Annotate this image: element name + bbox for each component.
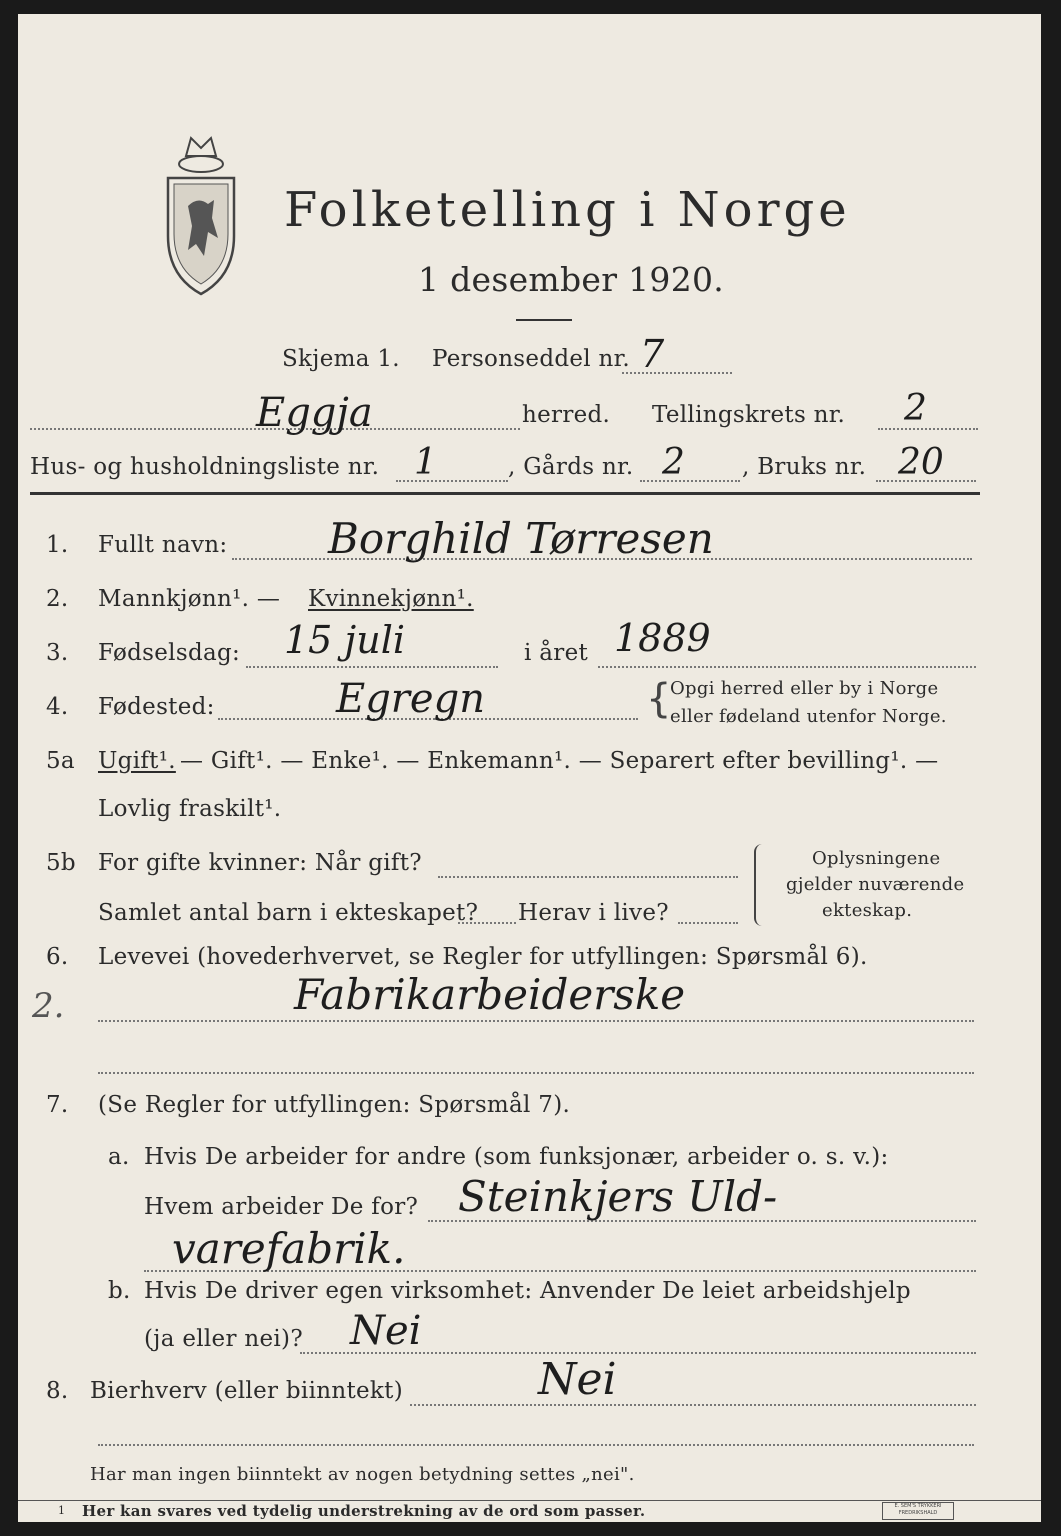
- husliste-label: Hus- og husholdningsliste nr.: [30, 454, 380, 480]
- title-divider: [516, 319, 572, 321]
- q8-line: [410, 1404, 976, 1406]
- q2-female: Kvinnekjønn¹.: [308, 586, 474, 612]
- q3-line: [246, 666, 498, 668]
- q5a-options: — Gift¹. — Enke¹. — Enkemann¹. — Separert efter bevilling¹. —: [180, 748, 939, 774]
- footer-line: [98, 1444, 974, 1446]
- q7a-number: a.: [108, 1144, 130, 1170]
- tellingskrets-label: Tellingskrets nr.: [652, 402, 846, 428]
- q5b-line2b-fill: [678, 922, 738, 924]
- q8-value: Nei: [538, 1354, 617, 1405]
- personseddel-line: [622, 372, 732, 374]
- q1-value: Borghild Tørresen: [328, 514, 714, 563]
- gards-label: , Gårds nr.: [508, 454, 634, 480]
- q4-label: Fødested:: [98, 694, 215, 720]
- q5b-note-1: Oplysningene: [812, 848, 941, 869]
- personseddel-value: 7: [640, 332, 665, 376]
- q6-margin-mark: 2.: [32, 986, 65, 1026]
- q5b-line2a-fill: [458, 922, 516, 924]
- q2-male: Mannkjønn¹. —: [98, 586, 281, 612]
- schema-label: Skjema 1.: [282, 346, 400, 372]
- tellingskrets-value: 2: [904, 388, 927, 429]
- q7a-value-2: varefabrik.: [172, 1224, 406, 1273]
- q4-note-2: eller fødeland utenfor Norge.: [670, 706, 947, 727]
- q7b-text: Hvis De driver egen virksomhet: Anvender De leiet arbeidshjelp: [144, 1278, 911, 1304]
- footnote-rule: [18, 1500, 1041, 1501]
- footnote-text: Her kan svares ved tydelig understrekning av de ord som passer.: [82, 1502, 646, 1520]
- q4-note-1: Opgi herred eller by i Norge: [670, 678, 939, 699]
- q6-label: Levevei (hovederhvervet, se Regler for utfyllingen: Spørsmål 6).: [98, 944, 868, 970]
- q5b-note-2: gjelder nuværende: [786, 874, 965, 895]
- q4-brace: {: [646, 676, 672, 722]
- coat-of-arms-icon: [156, 126, 246, 296]
- q7a-text: Hvis De arbeider for andre (som funksjonær, arbeider o. s. v.):: [144, 1144, 889, 1170]
- q4-number: 4.: [46, 694, 69, 720]
- herred-label: herred.: [522, 402, 611, 428]
- q3-year-label: i året: [524, 640, 589, 666]
- q5b-number: 5b: [46, 850, 76, 876]
- census-form: [18, 14, 1041, 1522]
- q3-number: 3.: [46, 640, 69, 666]
- q3-value: 15 juli: [284, 618, 405, 662]
- q5b-label: For gifte kvinner: Når gift?: [98, 850, 422, 876]
- q8-label: Bierhverv (eller biinntekt): [90, 1378, 403, 1404]
- q5b-bracket: [754, 844, 764, 926]
- q5b-note-3: ekteskap.: [822, 900, 913, 921]
- form-title: Folketelling i Norge: [284, 182, 851, 238]
- footer-note: Har man ingen biinntekt av nogen betydning settes „nei".: [90, 1464, 635, 1485]
- q7b-value: Nei: [350, 1308, 422, 1354]
- q1-label: Fullt navn:: [98, 532, 228, 558]
- husliste-value: 1: [414, 442, 437, 483]
- q6-line-2: [98, 1072, 974, 1074]
- q1-number: 1.: [46, 532, 69, 558]
- q5b-line: [438, 876, 738, 878]
- form-date: 1 desember 1920.: [418, 260, 725, 299]
- printer-stamp: E. SEM'S TRYKKERI FREDRIKSHALD: [882, 1502, 954, 1520]
- q6-number: 6.: [46, 944, 69, 970]
- q3-label: Fødselsdag:: [98, 640, 241, 666]
- q8-number: 8.: [46, 1378, 69, 1404]
- q5a-ugift: Ugift¹.: [98, 748, 176, 774]
- personseddel-label: Personseddel nr.: [432, 346, 631, 372]
- tellingskrets-line: [878, 428, 978, 430]
- q5b-line2b: Herav i live?: [518, 900, 669, 926]
- q7b-number: b.: [108, 1278, 131, 1304]
- q6-line-1: [98, 1020, 974, 1022]
- q2-number: 2.: [46, 586, 69, 612]
- herred-value: Eggja: [256, 390, 373, 436]
- q3-year-line: [598, 666, 976, 668]
- header-rule: [30, 492, 980, 495]
- husliste-line: [396, 480, 508, 482]
- q7b-question: (ja eller nei)?: [144, 1326, 303, 1352]
- q5b-line2a: Samlet antal barn i ekteskapet?: [98, 900, 479, 926]
- bruks-label: , Bruks nr.: [742, 454, 867, 480]
- q3-year-value: 1889: [614, 616, 711, 660]
- q7-label: (Se Regler for utfyllingen: Spørsmål 7).: [98, 1092, 571, 1118]
- gards-line: [640, 480, 740, 482]
- q4-value: Egregn: [336, 676, 485, 722]
- q5a-number: 5a: [46, 748, 75, 774]
- q7a-question: Hvem arbeider De for?: [144, 1194, 419, 1220]
- footnote-number: 1: [58, 1504, 66, 1517]
- bruks-value: 20: [898, 442, 944, 483]
- q5a-line2: Lovlig fraskilt¹.: [98, 796, 282, 822]
- q7a-value-1: Steinkjers Uld-: [458, 1172, 778, 1221]
- q7-number: 7.: [46, 1092, 69, 1118]
- gards-value: 2: [662, 442, 685, 483]
- q6-value: Fabrikarbeiderske: [294, 970, 686, 1019]
